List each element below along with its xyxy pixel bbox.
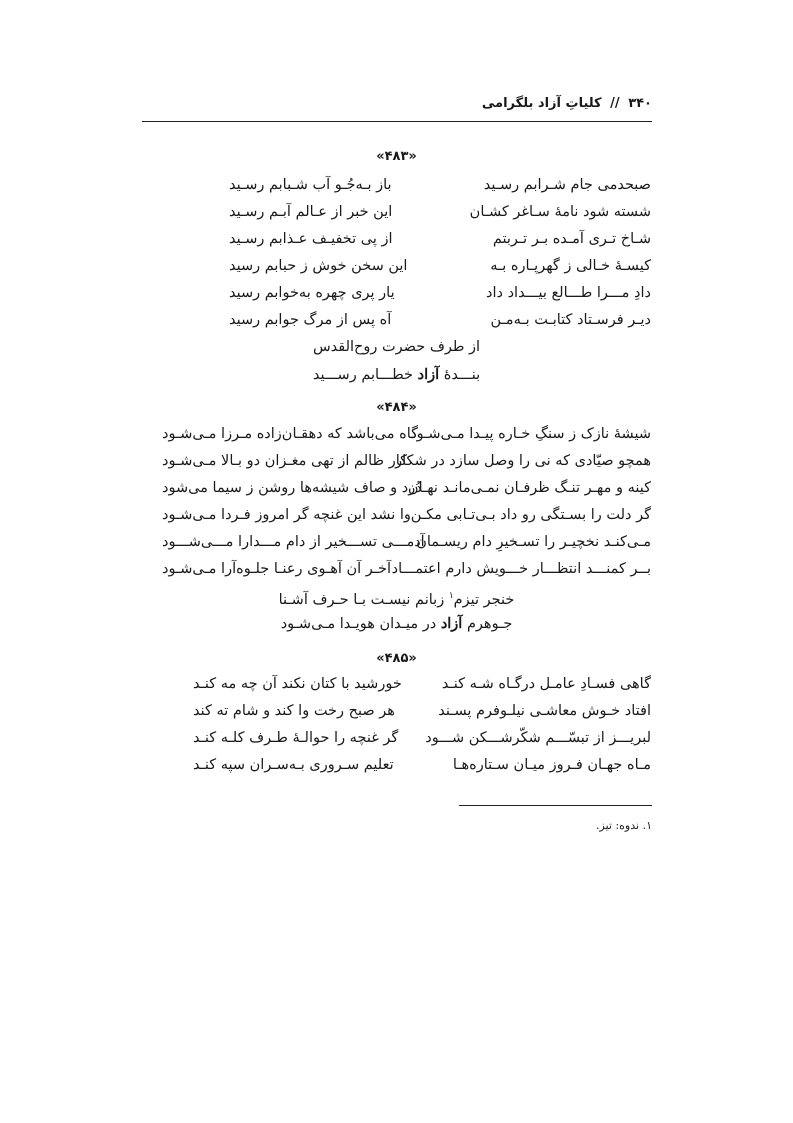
first-hemistich: مـاه جهـان فـروز میـان سـتاره‌هـا	[452, 757, 651, 773]
final-text: بنـــدهٔ	[443, 367, 481, 383]
second-hemistich: آدمـــی تســـخیر از دام مـــدارا مـــی‌شـــود	[162, 534, 425, 550]
final-line: از طرف حضرت روح‌القدس	[312, 339, 481, 355]
poem-483	[0, 146, 793, 388]
first-hemistich: دیـر فرسـتاد کتابـت بـه‌مـن	[490, 312, 651, 328]
footnote-divider	[459, 805, 652, 806]
first-hemistich: شـاخ تـری آمـده بـر تـربتم	[492, 231, 651, 247]
second-hemistich: این سخن خوش ز حبابم رسید	[229, 258, 408, 274]
final-line	[0, 361, 793, 388]
second-hemistich: تعلیم سـروری بـه‌سـران سپه کنـد	[193, 757, 394, 773]
couplet	[0, 172, 793, 199]
first-hemistich: دادِ مـــرا طـــالع بیـــداد داد	[486, 285, 651, 301]
couplet	[0, 698, 793, 725]
final-text: خطـــابم رســـید	[312, 367, 414, 383]
final-line	[0, 583, 793, 610]
header-divider	[142, 121, 652, 122]
couplet	[0, 502, 793, 529]
page-header	[142, 96, 652, 120]
couplet	[0, 752, 793, 779]
final-line	[0, 610, 793, 637]
second-hemistich: باز بـه‌جُـو آب شـبابم رسـید	[229, 177, 392, 193]
second-hemistich: یار پری چهره به‌خوابم رسید	[229, 285, 395, 301]
poet-name: آزاد	[417, 366, 440, 383]
couplet	[0, 556, 793, 583]
second-hemistich: گر غنچه را حوالـهٔ طـرف کلـه کنـد	[193, 730, 399, 746]
couplet	[0, 280, 793, 307]
second-hemistich: هر صبح رخت وا کند و شام ته کند	[193, 703, 395, 719]
couplet	[0, 199, 793, 226]
second-hemistich: دُرد و صاف شیشه‌ها روشن ز سیما می‌شود	[162, 480, 422, 496]
poem-484	[0, 397, 793, 637]
poem-number: «۴۸۳»	[376, 149, 417, 164]
couplet	[0, 448, 793, 475]
second-hemistich: از پی تخفیـف عـذابم رسـید	[229, 231, 393, 247]
first-hemistich: کینه و مهـر تنـگ ظرفـان نمـی‌مانـد نهـان	[407, 480, 651, 496]
first-hemistich: بــر کمنـــد انتظـــار خـــویش دارم اعتمـــاد	[391, 561, 651, 577]
second-hemistich: خورشید با کتان نکند آن چه مه کنـد	[193, 676, 402, 692]
second-hemistich: وا نشد این غنچه گر امروز فـردا مـی‌شـود	[162, 507, 411, 523]
couplet	[0, 307, 793, 334]
first-hemistich: مـی‌کنـد نخچیـر را تسـخیرِ دام ریسـمان	[416, 534, 651, 550]
footnote: ۱. ندوه: تیز.	[596, 819, 652, 832]
poem-485	[0, 648, 793, 779]
first-hemistich: لبریـــز از تبسّـــم شکّرشـــکن شـــود	[425, 730, 651, 746]
first-hemistich: شیشهٔ نازک ز سنگِ خـاره پیـدا مـی‌شـود	[410, 426, 651, 442]
final-text: در میـدان هویـدا مـی‌شـود	[280, 616, 437, 632]
couplet	[0, 421, 793, 448]
poet-name: آزاد	[440, 615, 463, 632]
final-text: زبانم نیسـت بـا حـرف آشـنا	[278, 591, 449, 608]
first-hemistich: گر دلت را بسـتگی رو داد بـی‌تـابی مکـن	[410, 507, 651, 523]
first-hemistich: همچو صیّادی که نی را وصل سازد در شکار	[395, 453, 651, 469]
second-hemistich: آه پس از مرگ جوابم رسید	[229, 312, 392, 328]
book-title: کلیاتِ آزاد بلگرامی	[481, 96, 602, 111]
couplet	[0, 671, 793, 698]
poem-number: «۴۸۴»	[376, 400, 417, 415]
header-separator: //	[610, 96, 620, 111]
couplet	[0, 725, 793, 752]
couplet	[0, 529, 793, 556]
first-hemistich: افتاد خـوش معاشـی نیلـوفرم پسـند	[438, 703, 651, 719]
footnote-marker: ۱	[448, 591, 454, 601]
final-text: جـوهرم	[466, 616, 513, 632]
first-hemistich: شسته شود نامهٔ سـاغر کشـان	[469, 204, 651, 220]
second-hemistich: آخـر آن آهـوی رعنـا جلـوه‌آرا مـی‌شـود	[162, 561, 392, 577]
first-hemistich: کیسـهٔ خـالی ز گهرپـاره بـه	[490, 258, 651, 274]
first-hemistich: صبحدمی جام شـرابم رسـید	[483, 177, 651, 193]
second-hemistich: کار ظالم از تهی مغـزان دو بـالا مـی‌شـود	[162, 453, 408, 469]
couplet	[0, 475, 793, 502]
couplet	[0, 226, 793, 253]
couplet	[0, 253, 793, 280]
second-hemistich: گاه می‌باشد که دهقـان‌زاده مـرزا مـی‌شـود	[162, 426, 419, 442]
second-hemistich: این خبر از عـالم آبـم رسـید	[229, 204, 393, 220]
poem-number: «۴۸۵»	[376, 651, 417, 666]
first-hemistich: گاهی فسـادِ عامـل درگـاه شـه کنـد	[441, 676, 651, 692]
final-text: خنجر تیزم	[453, 591, 515, 608]
page-number: ۳۴۰	[628, 96, 652, 111]
